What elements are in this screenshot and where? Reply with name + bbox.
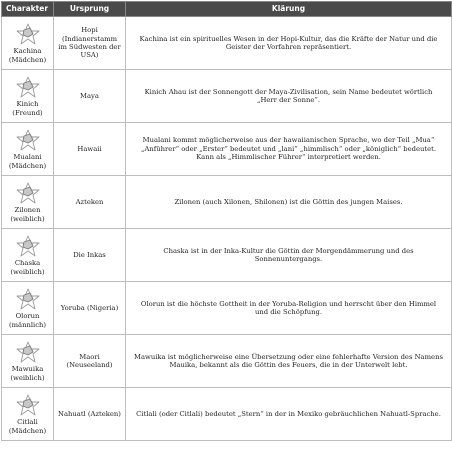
star-sketch-icon	[13, 234, 43, 258]
star-sketch-icon	[13, 181, 43, 205]
character-name: Mualani (Mädchen)	[8, 153, 47, 170]
character-name: Citlali (Mädchen)	[8, 418, 47, 435]
character-name: Mawuika (weiblich)	[10, 365, 45, 382]
origin-cell: Yoruba (Nigeria)	[54, 282, 126, 335]
header-charakter: Charakter	[2, 2, 54, 17]
description-cell: Olorun ist die höchste Gottheit in der Yoruba-Religion und herrscht über den Himmel und die Schöpfung.	[126, 282, 452, 335]
description-cell: Mawuika ist möglicherweise eine Übersetzung oder eine fehlerhafte Version des Namens Mauika, bekannt als die Göttin des Feuers, die in der Unterwelt lebt.	[126, 335, 452, 388]
table-row	[2, 388, 452, 441]
star-sketch-icon	[13, 22, 43, 46]
description-cell: Kachina ist ein spirituelles Wesen in der Hopi-Kultur, das die Kräfte der Natur und die Geister der Vorfahren repräsentiert.	[126, 17, 452, 70]
character-name: Olorun (männlich)	[8, 312, 47, 329]
table-row	[2, 176, 452, 229]
character-cell	[2, 335, 54, 388]
character-cell	[2, 229, 54, 282]
character-name: Kachina (Mädchen)	[8, 47, 47, 64]
header-klaerung: Klärung	[126, 2, 452, 17]
description-cell: Zilonen (auch Xilonen, Shilonen) ist die Göttin des jungen Maises.	[126, 176, 452, 229]
character-cell	[2, 17, 54, 70]
character-cell	[2, 176, 54, 229]
table-row	[2, 282, 452, 335]
origin-cell: Nahuatl (Azteken)	[54, 388, 126, 441]
table-row	[2, 335, 452, 388]
origin-cell: Maya	[54, 70, 126, 123]
star-sketch-icon	[13, 287, 43, 311]
header-ursprung: Ursprung	[54, 2, 126, 17]
character-cell	[2, 123, 54, 176]
star-sketch-icon	[13, 393, 43, 417]
origin-cell: Hopi (Indianerstamm im Südwesten der USA)	[54, 17, 126, 70]
character-cell	[2, 388, 54, 441]
description-cell: Kinich Ahau ist der Sonnengott der Maya-Zivilisation, sein Name bedeutet wörtlich „Herr der Sonne“.	[126, 70, 452, 123]
origin-cell: Hawaii	[54, 123, 126, 176]
charakter-table	[1, 1, 452, 441]
character-name: Chaska (weiblich)	[10, 259, 45, 276]
character-name: Kinich (Freund)	[12, 100, 43, 117]
table-row	[2, 229, 452, 282]
origin-cell: Azteken	[54, 176, 126, 229]
star-sketch-icon	[13, 75, 43, 99]
description-cell: Chaska ist in der Inka-Kultur die Göttin der Morgendämmerung und des Sonnenuntergangs.	[126, 229, 452, 282]
origin-cell: Maori (Neuseeland)	[54, 335, 126, 388]
description-cell: Mualani kommt möglicherweise aus der hawaiianischen Sprache, wo der Teil „Mua“ „Anführer“ oder „Erster“ bedeutet und „lani“ „himmlisch“ oder „königlich“ bedeutet. Kann als „Himmlischer Führer“ interpretiert werden.	[126, 123, 452, 176]
character-cell	[2, 70, 54, 123]
table-row	[2, 70, 452, 123]
character-name: Zilonen (weiblich)	[10, 206, 45, 223]
star-sketch-icon	[13, 128, 43, 152]
table-row	[2, 123, 452, 176]
star-sketch-icon	[13, 340, 43, 364]
table-header-row	[2, 2, 452, 17]
description-cell: Citlali (oder Citlali) bedeutet „Stern“ in der in Mexiko gebräuchlichen Nahuatl-Sprache.	[126, 388, 452, 441]
table-row	[2, 17, 452, 70]
origin-cell: Die Inkas	[54, 229, 126, 282]
table-body	[2, 17, 452, 441]
character-cell	[2, 282, 54, 335]
